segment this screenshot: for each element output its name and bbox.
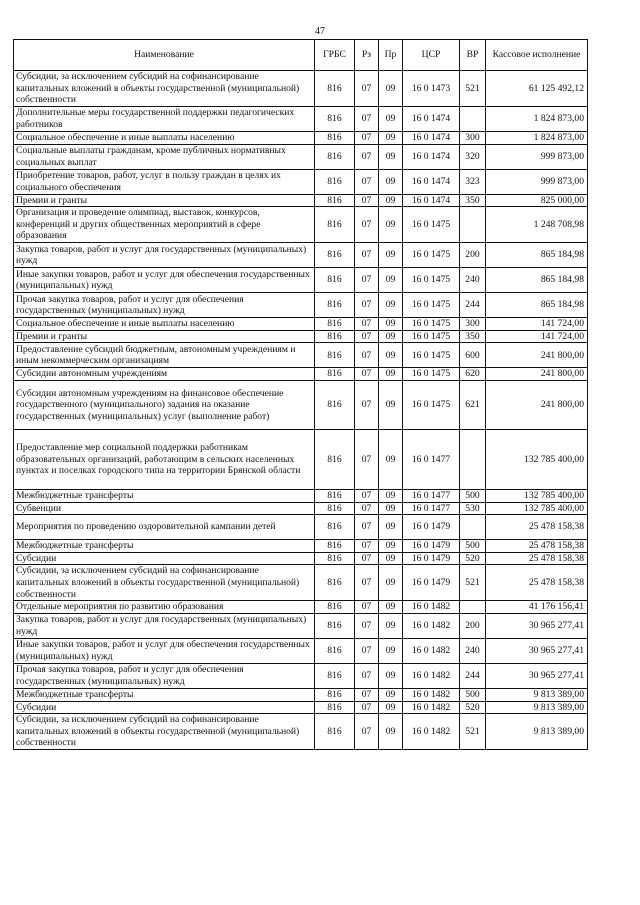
cell-rz: 07 [355,71,379,107]
cell-vr [460,207,486,243]
table-body [14,71,588,750]
table-row [14,515,588,540]
cell-vr: 323 [460,169,486,194]
cell-vr: 620 [460,368,486,381]
cell-name: Закупка товаров, работ и услуг для государственных (муниципальных) нужд [14,243,315,268]
cell-grbs: 816 [315,714,355,750]
cell-name: Межбюджетные трансферты [14,688,315,701]
cell-pr: 09 [379,343,403,368]
cell-rz: 07 [355,552,379,565]
cell-rz: 07 [355,318,379,331]
table-row [14,701,588,714]
page-number: 47 [315,26,325,37]
cell-rz: 07 [355,663,379,688]
cell-amount: 25 478 158,38 [486,515,588,540]
cell-amount: 132 785 400,00 [486,489,588,502]
cell-amount: 865 184,98 [486,268,588,293]
cell-pr: 09 [379,638,403,663]
cell-name: Закупка товаров, работ и услуг для государственных (муниципальных) нужд [14,613,315,638]
cell-pr: 09 [379,688,403,701]
cell-rz: 07 [355,601,379,614]
table-row [14,107,588,132]
cell-grbs: 816 [315,613,355,638]
cell-name: Социальное обеспечение и иные выплаты населению [14,318,315,331]
cell-rz: 07 [355,293,379,318]
cell-vr: 244 [460,663,486,688]
cell-grbs: 816 [315,701,355,714]
cell-amount: 141 724,00 [486,318,588,331]
cell-vr: 520 [460,552,486,565]
table-row [14,429,588,489]
cell-amount: 865 184,98 [486,243,588,268]
cell-grbs: 816 [315,268,355,293]
table-row [14,330,588,343]
cell-amount: 141 724,00 [486,330,588,343]
cell-name: Премии и гранты [14,194,315,207]
cell-rz: 07 [355,343,379,368]
cell-name: Прочая закупка товаров, работ и услуг для обеспечения государственных (муниципальных) нужд [14,293,315,318]
cell-grbs: 816 [315,601,355,614]
header-grbs: ГРБС [315,40,355,71]
header-vr: ВР [460,40,486,71]
cell-grbs: 816 [315,194,355,207]
cell-pr: 09 [379,613,403,638]
cell-amount: 25 478 158,38 [486,540,588,553]
cell-amount: 865 184,98 [486,293,588,318]
cell-amount: 241 800,00 [486,368,588,381]
cell-pr: 09 [379,429,403,489]
cell-pr: 09 [379,207,403,243]
cell-name: Межбюджетные трансферты [14,489,315,502]
cell-amount: 9 813 389,00 [486,688,588,701]
cell-csr: 16 0 1475 [403,207,460,243]
cell-name: Межбюджетные трансферты [14,540,315,553]
cell-rz: 07 [355,502,379,515]
cell-rz: 07 [355,144,379,169]
cell-rz: 07 [355,330,379,343]
cell-grbs: 816 [315,207,355,243]
cell-vr: 530 [460,502,486,515]
cell-vr [460,429,486,489]
cell-vr [460,515,486,540]
cell-grbs: 816 [315,515,355,540]
cell-vr: 520 [460,701,486,714]
cell-name: Предоставление мер социальной поддержки работникам образовательных организаций, работающим в сельских населенных пунктах и поселках городского типа на территории Брянской области [14,429,315,489]
table-header-row [14,40,588,71]
table-row [14,194,588,207]
cell-vr: 350 [460,194,486,207]
cell-grbs: 816 [315,489,355,502]
header-csr: ЦСР [403,40,460,71]
table-row [14,268,588,293]
cell-pr: 09 [379,663,403,688]
table-row [14,489,588,502]
table-row [14,71,588,107]
cell-rz: 07 [355,540,379,553]
cell-grbs: 816 [315,540,355,553]
cell-rz: 07 [355,565,379,601]
table-row [14,207,588,243]
cell-rz: 07 [355,714,379,750]
cell-amount: 30 965 277,41 [486,638,588,663]
cell-vr: 500 [460,540,486,553]
cell-csr: 16 0 1479 [403,515,460,540]
table-row [14,688,588,701]
table-row [14,663,588,688]
cell-amount: 25 478 158,38 [486,565,588,601]
cell-amount: 30 965 277,41 [486,613,588,638]
cell-csr: 16 0 1482 [403,613,460,638]
cell-csr: 16 0 1473 [403,71,460,107]
cell-vr: 600 [460,343,486,368]
cell-pr: 09 [379,515,403,540]
cell-grbs: 816 [315,343,355,368]
header-name: Наименование [14,40,315,71]
cell-grbs: 816 [315,429,355,489]
cell-name: Мероприятия по проведению оздоровительной кампании детей [14,515,315,540]
cell-csr: 16 0 1474 [403,144,460,169]
cell-grbs: 816 [315,293,355,318]
cell-amount: 241 800,00 [486,380,588,429]
cell-pr: 09 [379,293,403,318]
cell-amount: 1 824 873,00 [486,132,588,145]
cell-name: Субсидии [14,552,315,565]
cell-name: Отдельные мероприятия по развитию образования [14,601,315,614]
table-row [14,613,588,638]
cell-csr: 16 0 1477 [403,429,460,489]
table-row [14,293,588,318]
cell-csr: 16 0 1482 [403,701,460,714]
table-row [14,601,588,614]
cell-name: Приобретение товаров, работ, услуг в пользу граждан в целях их социального обеспечения [14,169,315,194]
cell-name: Субсидии автономным учреждениям на финансовое обеспечение государственного (муниципального) задания на оказание государственных (муниципальных) услуг (выполнение работ) [14,380,315,429]
cell-pr: 09 [379,330,403,343]
cell-vr: 240 [460,268,486,293]
cell-grbs: 816 [315,688,355,701]
cell-grbs: 816 [315,107,355,132]
table-row [14,144,588,169]
cell-pr: 09 [379,565,403,601]
cell-csr: 16 0 1477 [403,502,460,515]
cell-grbs: 816 [315,330,355,343]
cell-pr: 09 [379,701,403,714]
cell-csr: 16 0 1479 [403,552,460,565]
cell-name: Субсидии автономным учреждениям [14,368,315,381]
cell-grbs: 816 [315,132,355,145]
table-row [14,132,588,145]
table-row [14,343,588,368]
cell-csr: 16 0 1482 [403,714,460,750]
cell-csr: 16 0 1475 [403,293,460,318]
header-amount: Кассовое исполнение [486,40,588,71]
cell-csr: 16 0 1482 [403,663,460,688]
cell-name: Субвенции [14,502,315,515]
cell-rz: 07 [355,107,379,132]
cell-name: Иные закупки товаров, работ и услуг для обеспечения государственных (муниципальных) нужд [14,268,315,293]
cell-name: Иные закупки товаров, работ и услуг для обеспечения государственных (муниципальных) нужд [14,638,315,663]
cell-grbs: 816 [315,663,355,688]
cell-csr: 16 0 1475 [403,380,460,429]
cell-vr: 300 [460,132,486,145]
cell-vr: 521 [460,565,486,601]
cell-rz: 07 [355,429,379,489]
table-row [14,502,588,515]
cell-pr: 09 [379,489,403,502]
cell-rz: 07 [355,194,379,207]
table-row [14,552,588,565]
cell-rz: 07 [355,268,379,293]
cell-vr: 200 [460,613,486,638]
cell-vr [460,107,486,132]
cell-name: Социальное обеспечение и иные выплаты населению [14,132,315,145]
cell-pr: 09 [379,601,403,614]
budget-execution-table [13,39,588,750]
cell-pr: 09 [379,169,403,194]
table-row [14,380,588,429]
cell-csr: 16 0 1475 [403,268,460,293]
cell-vr: 621 [460,380,486,429]
table-row [14,318,588,331]
cell-rz: 07 [355,489,379,502]
cell-amount: 9 813 389,00 [486,701,588,714]
cell-csr: 16 0 1482 [403,688,460,701]
cell-rz: 07 [355,638,379,663]
cell-name: Субсидии, за исключением субсидий на софинансирование капитальных вложений в объекты государственной (муниципальной) собственности [14,565,315,601]
cell-pr: 09 [379,71,403,107]
cell-name: Субсидии, за исключением субсидий на софинансирование капитальных вложений в объекты государственной (муниципальной) собственности [14,714,315,750]
cell-vr: 521 [460,71,486,107]
cell-amount: 25 478 158,38 [486,552,588,565]
cell-pr: 09 [379,107,403,132]
cell-csr: 16 0 1482 [403,601,460,614]
cell-name: Организация и проведение олимпиад, выставок, конкурсов, конференций и других общественных мероприятий в сфере образования [14,207,315,243]
cell-vr: 500 [460,688,486,701]
cell-vr: 350 [460,330,486,343]
header-pr: Пр [379,40,403,71]
cell-pr: 09 [379,268,403,293]
cell-pr: 09 [379,318,403,331]
cell-amount: 30 965 277,41 [486,663,588,688]
cell-vr: 521 [460,714,486,750]
cell-pr: 09 [379,714,403,750]
cell-grbs: 816 [315,565,355,601]
cell-grbs: 816 [315,243,355,268]
cell-amount: 41 176 156,41 [486,601,588,614]
cell-amount: 9 813 389,00 [486,714,588,750]
cell-rz: 07 [355,380,379,429]
cell-name: Премии и гранты [14,330,315,343]
cell-name: Предоставление субсидий бюджетным, автономным учреждениям и иным некоммерческим организациям [14,343,315,368]
cell-csr: 16 0 1474 [403,194,460,207]
cell-grbs: 816 [315,318,355,331]
cell-grbs: 816 [315,380,355,429]
cell-name: Субсидии [14,701,315,714]
cell-vr [460,601,486,614]
cell-vr: 200 [460,243,486,268]
cell-rz: 07 [355,132,379,145]
cell-name: Социальные выплаты гражданам, кроме публичных нормативных социальных выплат [14,144,315,169]
cell-grbs: 816 [315,638,355,663]
cell-grbs: 816 [315,144,355,169]
cell-name: Прочая закупка товаров, работ и услуг для обеспечения государственных (муниципальных) нужд [14,663,315,688]
cell-csr: 16 0 1474 [403,107,460,132]
cell-pr: 09 [379,132,403,145]
table-row [14,638,588,663]
cell-amount: 61 125 492,12 [486,71,588,107]
cell-pr: 09 [379,194,403,207]
table-row [14,243,588,268]
cell-rz: 07 [355,688,379,701]
cell-pr: 09 [379,380,403,429]
cell-vr: 500 [460,489,486,502]
cell-csr: 16 0 1475 [403,330,460,343]
cell-amount: 132 785 400,00 [486,502,588,515]
cell-pr: 09 [379,552,403,565]
cell-rz: 07 [355,207,379,243]
cell-csr: 16 0 1475 [403,243,460,268]
table-row [14,540,588,553]
cell-csr: 16 0 1474 [403,169,460,194]
cell-grbs: 816 [315,552,355,565]
cell-amount: 241 800,00 [486,343,588,368]
cell-pr: 09 [379,540,403,553]
cell-grbs: 816 [315,71,355,107]
cell-grbs: 816 [315,502,355,515]
cell-amount: 999 873,00 [486,144,588,169]
cell-csr: 16 0 1479 [403,565,460,601]
cell-amount: 1 248 708,98 [486,207,588,243]
header-rz: Рз [355,40,379,71]
cell-grbs: 816 [315,169,355,194]
cell-pr: 09 [379,502,403,515]
cell-name: Субсидии, за исключением субсидий на софинансирование капитальных вложений в объекты государственной (муниципальной) собственности [14,71,315,107]
cell-amount: 999 873,00 [486,169,588,194]
cell-vr: 300 [460,318,486,331]
cell-pr: 09 [379,144,403,169]
cell-rz: 07 [355,368,379,381]
cell-rz: 07 [355,243,379,268]
cell-csr: 16 0 1475 [403,318,460,331]
cell-amount: 825 000,00 [486,194,588,207]
table-row [14,565,588,601]
cell-vr: 244 [460,293,486,318]
cell-csr: 16 0 1482 [403,638,460,663]
cell-vr: 320 [460,144,486,169]
cell-csr: 16 0 1477 [403,489,460,502]
cell-amount: 1 824 873,00 [486,107,588,132]
table-row [14,714,588,750]
cell-amount: 132 785 400,00 [486,429,588,489]
table-row [14,368,588,381]
cell-pr: 09 [379,368,403,381]
cell-rz: 07 [355,701,379,714]
cell-csr: 16 0 1475 [403,368,460,381]
cell-rz: 07 [355,515,379,540]
table-row [14,169,588,194]
cell-grbs: 816 [315,368,355,381]
cell-name: Дополнительные меры государственной поддержки педагогических работников [14,107,315,132]
cell-csr: 16 0 1474 [403,132,460,145]
cell-csr: 16 0 1475 [403,343,460,368]
cell-pr: 09 [379,243,403,268]
cell-rz: 07 [355,169,379,194]
cell-csr: 16 0 1479 [403,540,460,553]
cell-rz: 07 [355,613,379,638]
cell-vr: 240 [460,638,486,663]
